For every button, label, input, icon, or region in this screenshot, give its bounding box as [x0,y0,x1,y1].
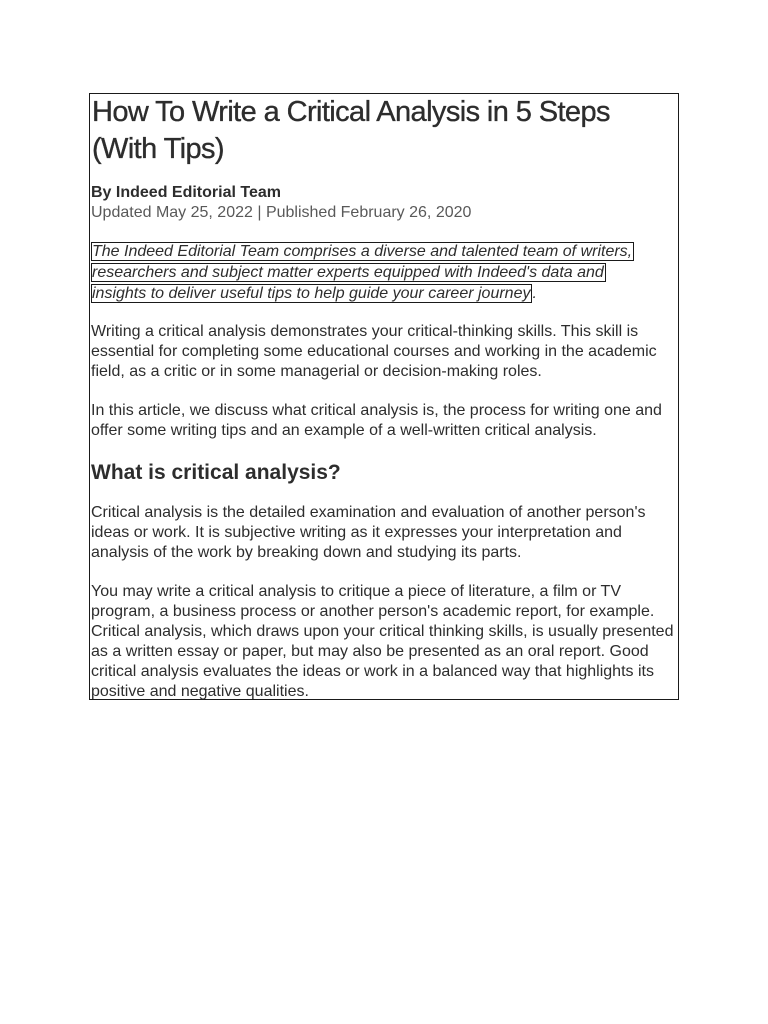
editorial-team-note[interactable] [91,241,677,304]
editorial-note-line-2: researchers and subject matter experts equipped with Indeed's data and [92,264,604,281]
editorial-note-line-3: insights to deliver useful tips to help guide your career journey [92,285,531,302]
section-heading: What is critical analysis? [91,461,341,484]
editorial-note-line-1: The Indeed Editorial Team comprises a diverse and talented team of writers, [92,243,633,260]
article-title: How To Write a Critical Analysis in 5 Steps (With Tips) [92,96,610,165]
author-byline: By Indeed Editorial Team [91,184,281,201]
section-paragraph-2: You may write a critical analysis to critique a piece of literature, a film or TV program, a business process or another person's academic report, for example. Critical analysis, which draws upon your critical thinking skills, is usually presented as a written essay or paper, but may also be presented as an oral report. Good critical analysis evaluates the ideas or work in a balanced way that highlights its positive and negative qualities. [91,583,674,700]
section-paragraph-1: Critical analysis is the detailed examination and evaluation of another person's ideas or work. It is subjective writing as it expresses your interpretation and analysis of the work by breaking down and studying its parts. [91,504,646,561]
publish-dates: Updated May 25, 2022 | Published February 26, 2020 [91,204,472,221]
intro-paragraph-2: In this article, we discuss what critical analysis is, the process for writing one and offer some writing tips and an example of a well-written critical analysis. [91,402,662,439]
intro-paragraph-1: Writing a critical analysis demonstrates your critical-thinking skills. This skill is essential for completing some educational courses and working in the academic field, as a critic or in some managerial or decision-making roles. [91,323,657,380]
editorial-note-period: . [532,285,537,302]
article-frame [89,93,679,700]
